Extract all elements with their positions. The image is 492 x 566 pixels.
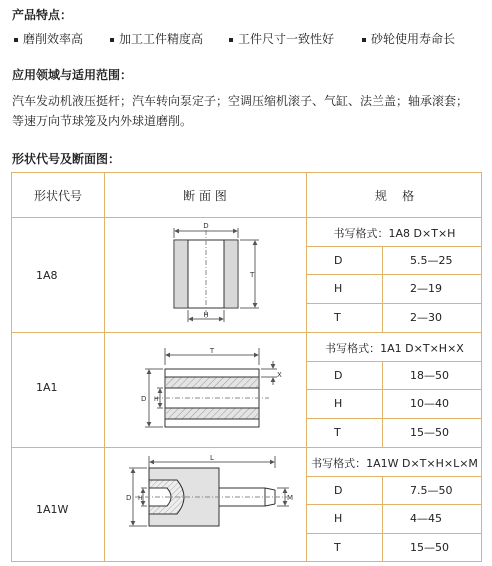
bullet-icon	[110, 38, 114, 42]
shape-code-1a8: 1A8	[36, 269, 58, 282]
shapes-table	[11, 172, 482, 562]
spec-key: T	[334, 541, 341, 554]
spec-key: H	[334, 397, 343, 410]
application-title: 应用领域与适用范围：	[12, 68, 133, 82]
spec-value: 2—19	[410, 282, 442, 295]
spec-value: 4—45	[410, 512, 442, 525]
spec-value: 15—50	[410, 541, 449, 554]
spec-key: H	[334, 282, 343, 295]
bullet-icon	[362, 38, 366, 42]
spec-key: T	[334, 311, 341, 324]
features-title: 产品特点：	[12, 8, 73, 22]
spec-key: D	[334, 484, 343, 497]
dim-label-x: X	[277, 371, 282, 379]
spec-value: 2—30	[410, 311, 442, 324]
header-code: 形状代号	[33, 189, 82, 203]
spec-value: 5.5—25	[410, 254, 453, 267]
spec-value: 18—50	[410, 369, 449, 382]
spec-value: 10—40	[410, 397, 449, 410]
spec-value: 15—50	[410, 426, 449, 439]
shape-code-1a1w: 1A1W	[36, 503, 69, 516]
dim-label-h: H	[203, 311, 209, 319]
header-spec: 规 格	[374, 189, 415, 203]
dim-label-d: D	[203, 222, 209, 230]
dim-label-t: T	[250, 271, 255, 279]
dim-label-l: L	[210, 454, 214, 462]
dim-label-d: D	[126, 494, 132, 502]
shapes-title: 形状代号及断面图：	[12, 152, 121, 166]
dim-label-h: H	[138, 495, 143, 502]
section-diagram-1a8	[105, 218, 305, 332]
section-diagram-1a1	[105, 333, 305, 447]
feature-item-2: 加工工件精度高	[110, 30, 203, 47]
spec-key: T	[334, 426, 341, 439]
dim-label-h: H	[154, 396, 159, 403]
header-section: 断 面 图	[183, 189, 227, 203]
dim-label-m: M	[287, 494, 294, 502]
format-1a1: 书写格式：1A1 D×T×H×X	[325, 342, 464, 355]
feature-item-1: 磨削效率高	[14, 30, 83, 47]
feature-item-3: 工件尺寸一致性好	[229, 30, 334, 47]
dim-label-t: T	[209, 347, 215, 355]
spec-key: D	[334, 254, 343, 267]
application-line-1: 汽车发动机液压挺杆；汽车转向泵定子；空调压缩机滚子、气缸、法兰盖；轴承滚套；	[12, 94, 469, 108]
bullet-icon	[229, 38, 233, 42]
spec-key: D	[334, 369, 343, 382]
application-line-2: 等速万向节球笼及内外球道磨削。	[12, 114, 193, 128]
format-1a8: 书写格式：1A8 D×T×H	[333, 227, 456, 240]
section-diagram-1a1w	[105, 448, 305, 562]
feature-item-4: 砂轮使用寿命长	[362, 30, 455, 47]
format-1a1w: 书写格式：1A1W D×T×H×L×M	[311, 457, 478, 470]
dim-label-d: D	[141, 395, 147, 403]
spec-value: 7.5—50	[410, 484, 453, 497]
spec-key: H	[334, 512, 343, 525]
bullet-icon	[14, 38, 18, 42]
shape-code-1a1: 1A1	[36, 381, 58, 394]
